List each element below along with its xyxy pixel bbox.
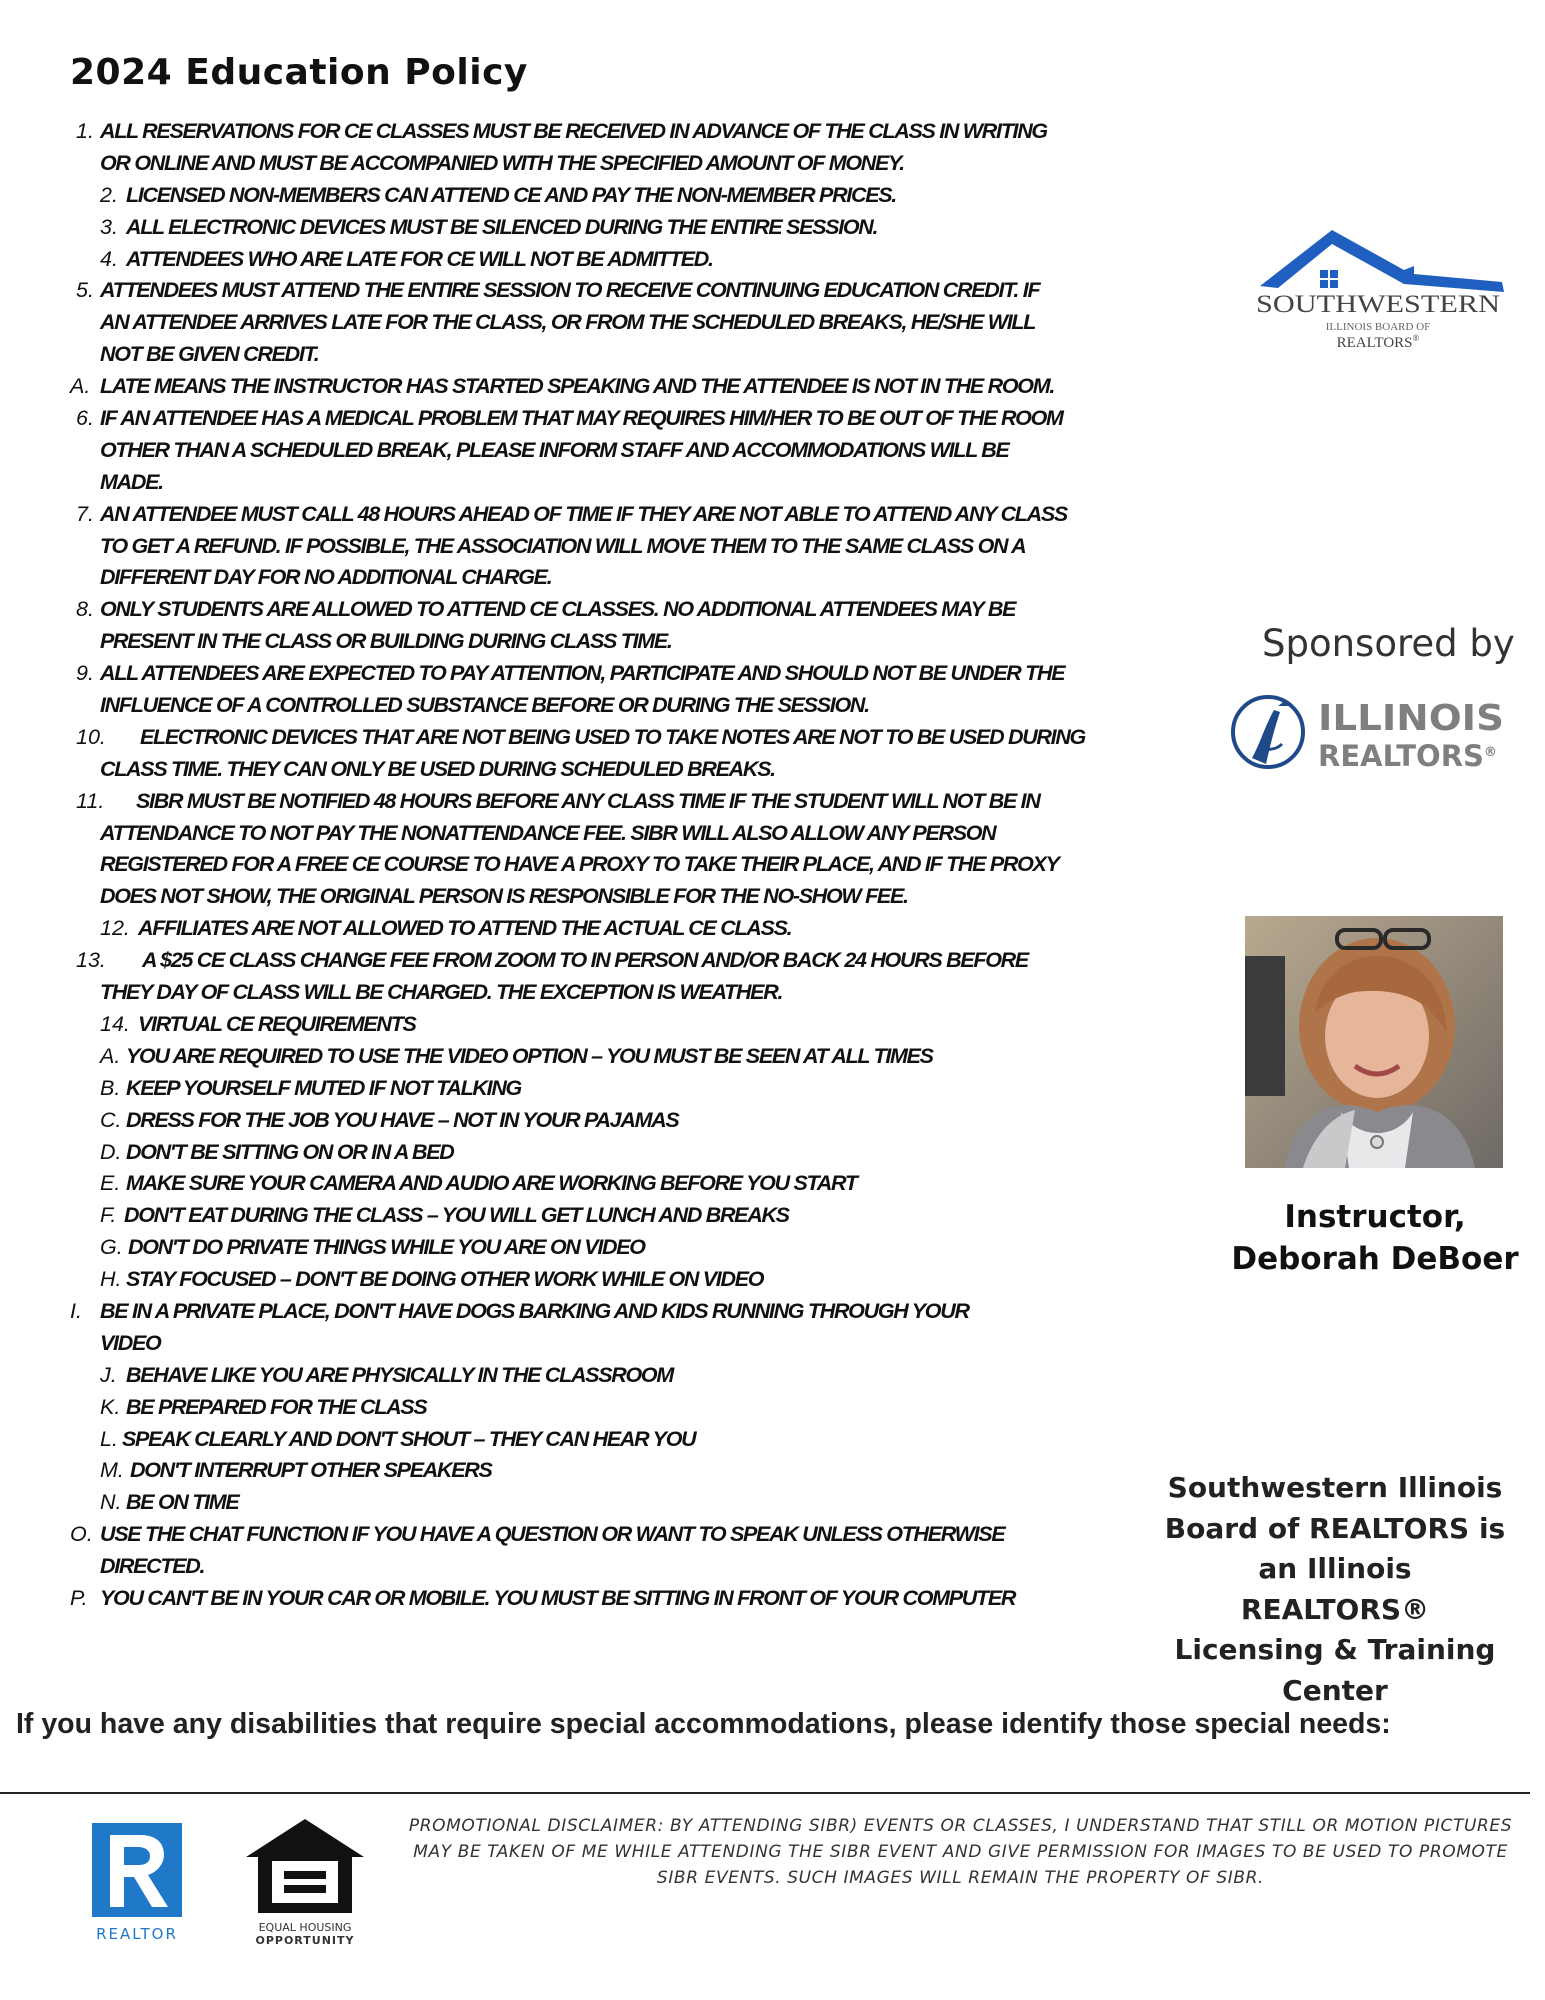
svg-text:REALTORS® <box>1318 739 1497 773</box>
statement-line: Board of REALTORS is <box>1164 1511 1506 1545</box>
signature-line <box>0 1792 1530 1794</box>
policy-line-marker: 7. <box>76 501 94 526</box>
policy-line <box>70 594 1150 626</box>
disclaimer-line: SIBR EVENTS. SUCH IMAGES WILL REMAIN THE PROPERTY OF SIBR. <box>656 1868 1265 1888</box>
policy-line-text: MAKE SURE YOUR CAMERA AND AUDIO ARE WORKING BEFORE YOU START <box>126 1171 857 1196</box>
realtor-logo-label: REALTOR <box>96 1925 178 1943</box>
sibr-logo-mark: ® <box>1412 333 1420 343</box>
policy-line <box>70 1455 1150 1487</box>
policy-line <box>70 1583 1150 1615</box>
policy-line-marker: I. <box>70 1298 82 1323</box>
policy-line-text: NOT BE GIVEN CREDIT. <box>100 342 319 367</box>
policy-line-marker: 10. <box>76 724 106 749</box>
policy-line <box>70 913 1150 945</box>
policy-line-text: THEY DAY OF CLASS WILL BE CHARGED. THE EXCEPTION IS WEATHER. <box>100 980 783 1005</box>
statement-line: Center <box>1282 1673 1388 1707</box>
policy-line <box>70 1041 1150 1073</box>
svg-text:REALTORS® <box>1337 333 1420 351</box>
policy-line <box>70 1105 1150 1137</box>
policy-line-text: DRESS FOR THE JOB YOU HAVE – NOT IN YOUR PAJAMAS <box>126 1107 679 1132</box>
policy-line-text: STAY FOCUSED – DON'T BE DOING OTHER WORK WHILE ON VIDEO <box>126 1267 764 1292</box>
policy-line <box>70 849 1150 881</box>
policy-line-marker: D. <box>100 1139 122 1164</box>
policy-line-text: SPEAK CLEARLY AND DON'T SHOUT – THEY CAN HEAR YOU <box>122 1426 696 1451</box>
policy-line-text: ALL ATTENDEES ARE EXPECTED TO PAY ATTENTION, PARTICIPATE AND SHOULD NOT BE UNDER THE <box>100 661 1065 686</box>
policy-line-text: DIFFERENT DAY FOR NO ADDITIONAL CHARGE. <box>100 565 552 590</box>
policy-line-text: USE THE CHAT FUNCTION IF YOU HAVE A QUESTION OR WANT TO SPEAK UNLESS OTHERWISE <box>100 1522 1005 1547</box>
policy-line-marker: 12. <box>100 916 130 941</box>
policy-line <box>70 1328 1150 1360</box>
policy-line <box>70 244 1150 276</box>
sibr-logo-realtors: REALTORS <box>1336 335 1413 351</box>
policy-line <box>70 754 1150 786</box>
policy-line-text: BE PREPARED FOR THE CLASS <box>126 1394 427 1419</box>
policy-line <box>70 881 1150 913</box>
policy-line-text: DON'T BE SITTING ON OR IN A BED <box>126 1139 454 1164</box>
instructor-photo <box>1245 916 1503 1168</box>
policy-line <box>70 531 1150 563</box>
policy-line <box>70 818 1150 850</box>
policy-line-text: ATTENDEES WHO ARE LATE FOR CE WILL NOT BE ADMITTED. <box>126 246 713 271</box>
policy-line-text: DON'T EAT DURING THE CLASS – YOU WILL GET LUNCH AND BREAKS <box>124 1203 789 1228</box>
policy-line-text: DIRECTED. <box>100 1554 205 1579</box>
licensing-center-statement <box>1160 1468 1510 1711</box>
policy-line-text: SIBR MUST BE NOTIFIED 48 HOURS BEFORE ANY CLASS TIME IF THE STUDENT WILL NOT BE IN <box>136 788 1040 813</box>
policy-line <box>70 307 1150 339</box>
page-title: 2024 Education Policy <box>70 52 528 93</box>
policy-line <box>70 403 1150 435</box>
policy-line-marker: 2. <box>100 182 118 207</box>
promotional-disclaimer <box>376 1813 1545 1891</box>
policy-line <box>70 690 1150 722</box>
policy-line <box>70 977 1150 1009</box>
policy-line <box>70 658 1150 690</box>
policy-line-marker: 13. <box>76 948 106 973</box>
policy-line-text: CLASS TIME. THEY CAN ONLY BE USED DURING SCHEDULED BREAKS. <box>100 756 775 781</box>
policy-line-text: DON'T DO PRIVATE THINGS WHILE YOU ARE ON VIDEO <box>128 1235 645 1260</box>
sponsored-by-label: Sponsored by <box>1262 622 1515 665</box>
policy-line-text: KEEP YOURSELF MUTED IF NOT TALKING <box>126 1075 521 1100</box>
policy-line-marker: O. <box>70 1522 93 1547</box>
illinois-realtors-line2: REALTORS <box>1318 739 1484 773</box>
statement-line: Licensing & Training <box>1174 1633 1496 1666</box>
policy-line <box>70 786 1150 818</box>
disclaimer-line: PROMOTIONAL DISCLAIMER: BY ATTENDING SIBR) EVENTS OR CLASSES, I UNDERSTAND THAT STILL OR MOTION PICTURES <box>408 1816 1513 1836</box>
policy-line-text: DON'T INTERRUPT OTHER SPEAKERS <box>130 1458 492 1483</box>
realtor-logo <box>90 1821 186 1947</box>
policy-line <box>70 1264 1150 1296</box>
policy-line-text: VIRTUAL CE REQUIREMENTS <box>138 1011 416 1036</box>
policy-line <box>70 1487 1150 1519</box>
policy-line-marker: G. <box>100 1235 123 1260</box>
illinois-realtors-mark: ® <box>1483 745 1497 760</box>
policy-line <box>70 562 1150 594</box>
policy-line <box>70 1073 1150 1105</box>
policy-line-text: ELECTRONIC DEVICES THAT ARE NOT BEING USED TO TAKE NOTES ARE NOT TO BE USED DURING <box>140 724 1085 749</box>
policy-line-text: LICENSED NON-MEMBERS CAN ATTEND CE AND PAY THE NON-MEMBER PRICES. <box>126 182 896 207</box>
equal-housing-line2: OPPORTUNITY <box>255 1934 355 1947</box>
policy-line <box>70 945 1150 977</box>
policy-line <box>70 1232 1150 1264</box>
policy-line-text: PRESENT IN THE CLASS OR BUILDING DURING CLASS TIME. <box>100 629 672 654</box>
sibr-logo <box>1252 226 1522 366</box>
sibr-logo-sub: ILLINOIS BOARD OF <box>1325 321 1431 333</box>
policy-line-text: TO GET A REFUND. IF POSSIBLE, THE ASSOCIATION WILL MOVE THEM TO THE SAME CLASS ON A <box>100 533 1026 558</box>
policy-line-marker: C. <box>100 1107 122 1132</box>
policy-line-marker: 6. <box>76 406 94 431</box>
policy-line <box>70 1009 1150 1041</box>
policy-line <box>70 339 1150 371</box>
policy-line-marker: M. <box>100 1458 124 1483</box>
policy-line-text: LATE MEANS THE INSTRUCTOR HAS STARTED SPEAKING AND THE ATTENDEE IS NOT IN THE ROOM. <box>100 374 1054 399</box>
policy-line <box>70 1551 1150 1583</box>
policy-line <box>70 371 1150 403</box>
instructor-name: Deborah DeBoer <box>1231 1241 1519 1277</box>
policy-line-marker: A. <box>100 1043 121 1068</box>
policy-line-marker: 4. <box>100 246 118 271</box>
policy-line-text: ALL ELECTRONIC DEVICES MUST BE SILENCED DURING THE ENTIRE SESSION. <box>126 214 878 239</box>
policy-line <box>70 1200 1150 1232</box>
policy-line-text: YOU CAN'T BE IN YOUR CAR OR MOBILE. YOU MUST BE SITTING IN FRONT OF YOUR COMPUTER <box>100 1585 1016 1610</box>
policy-line-marker: K. <box>100 1394 121 1419</box>
policy-list <box>70 116 1150 1615</box>
policy-line-marker: F. <box>100 1203 117 1228</box>
policy-line <box>70 1168 1150 1200</box>
policy-line-marker: 8. <box>76 597 94 622</box>
policy-line <box>70 1519 1150 1551</box>
policy-line <box>70 1296 1150 1328</box>
policy-line <box>70 1360 1150 1392</box>
policy-line-text: DOES NOT SHOW, THE ORIGINAL PERSON IS RESPONSIBLE FOR THE NO-SHOW FEE. <box>100 884 908 909</box>
policy-line-text: A $25 CE CLASS CHANGE FEE FROM ZOOM TO IN PERSON AND/OR BACK 24 HOURS BEFORE <box>142 948 1028 973</box>
house-roof-icon <box>1260 230 1504 292</box>
policy-line <box>70 1392 1150 1424</box>
illinois-realtors-logo <box>1230 688 1520 780</box>
policy-line-text: AN ATTENDEE MUST CALL 48 HOURS AHEAD OF TIME IF THEY ARE NOT ABLE TO ATTEND ANY CLASS <box>100 501 1067 526</box>
disclaimer-line: MAY BE TAKEN OF ME WHILE ATTENDING THE SIBR EVENT AND GIVE PERMISSION FOR IMAGES TO BE USED TO PROMOTE <box>413 1842 1508 1862</box>
policy-line-text: AFFILIATES ARE NOT ALLOWED TO ATTEND THE ACTUAL CE CLASS. <box>138 916 792 941</box>
policy-line-text: IF AN ATTENDEE HAS A MEDICAL PROBLEM THAT MAY REQUIRES HIM/HER TO BE OUT OF THE ROOM <box>100 406 1063 431</box>
policy-line-text: REGISTERED FOR A FREE CE COURSE TO HAVE A PROXY TO TAKE THEIR PLACE, AND IF THE PROXY <box>100 852 1059 877</box>
policy-line-marker: 14. <box>100 1011 130 1036</box>
policy-line-text: ATTENDEES MUST ATTEND THE ENTIRE SESSION TO RECEIVE CONTINUING EDUCATION CREDIT. IF <box>100 278 1040 303</box>
policy-line-marker: 1. <box>76 119 94 143</box>
policy-line-marker: 3. <box>100 214 118 239</box>
policy-line <box>70 1424 1150 1456</box>
policy-line-marker: N. <box>100 1490 122 1515</box>
policy-line-text: YOU ARE REQUIRED TO USE THE VIDEO OPTION – YOU MUST BE SEEN AT ALL TIMES <box>126 1043 933 1068</box>
policy-line-text: BE IN A PRIVATE PLACE, DON'T HAVE DOGS BARKING AND KIDS RUNNING THROUGH YOUR <box>100 1298 969 1323</box>
policy-line-text: OTHER THAN A SCHEDULED BREAK, PLEASE INFORM STAFF AND ACCOMMODATIONS WILL BE <box>100 437 1009 462</box>
policy-line-marker: 9. <box>76 661 94 686</box>
policy-line-text: OR ONLINE AND MUST BE ACCOMPANIED WITH THE SPECIFIED AMOUNT OF MONEY. <box>100 150 904 175</box>
policy-line-marker: J. <box>100 1362 117 1387</box>
policy-line-marker: L. <box>100 1426 118 1451</box>
policy-line <box>70 499 1150 531</box>
instructor-label: Instructor, <box>1284 1199 1466 1235</box>
statement-line: an Illinois REALTORS® <box>1240 1552 1430 1626</box>
policy-line <box>70 467 1150 499</box>
policy-line-text: VIDEO <box>100 1330 161 1355</box>
policy-line <box>70 435 1150 467</box>
policy-line-marker: E. <box>100 1171 121 1196</box>
policy-line-marker: 5. <box>76 278 94 303</box>
policy-line-text: ATTENDANCE TO NOT PAY THE NONATTENDANCE FEE. SIBR WILL ALSO ALLOW ANY PERSON <box>100 820 996 845</box>
equal-housing-line1: EQUAL HOUSING <box>258 1921 352 1934</box>
policy-line <box>70 180 1150 212</box>
policy-line <box>70 722 1150 754</box>
illinois-realtors-line1: ILLINOIS <box>1318 698 1504 739</box>
sibr-logo-name: SOUTHWESTERN <box>1256 291 1500 318</box>
policy-line-text: MADE. <box>100 469 163 494</box>
policy-line-text: BEHAVE LIKE YOU ARE PHYSICALLY IN THE CLASSROOM <box>126 1362 673 1387</box>
policy-line-marker: B. <box>100 1075 121 1100</box>
policy-line-text: BE ON TIME <box>126 1490 239 1515</box>
policy-line-text: ONLY STUDENTS ARE ALLOWED TO ATTEND CE CLASSES. NO ADDITIONAL ATTENDEES MAY BE <box>100 597 1016 622</box>
statement-line: Southwestern Illinois <box>1167 1471 1503 1504</box>
policy-line <box>70 626 1150 658</box>
policy-line <box>70 148 1150 180</box>
policy-line <box>70 1137 1150 1169</box>
policy-line-marker: P. <box>70 1585 88 1610</box>
instructor-caption <box>1222 1196 1528 1280</box>
equal-housing-logo <box>240 1815 370 1947</box>
policy-line-text: ALL RESERVATIONS FOR CE CLASSES MUST BE RECEIVED IN ADVANCE OF THE CLASS IN WRITING <box>100 119 1047 143</box>
policy-line-marker: 11. <box>76 788 105 813</box>
disabilities-prompt: If you have any disabilities that require special accommodations, please identify those special needs: <box>16 1708 1391 1740</box>
policy-line <box>70 116 1150 148</box>
policy-line-text: AN ATTENDEE ARRIVES LATE FOR THE CLASS, OR FROM THE SCHEDULED BREAKS, HE/SHE WILL <box>100 310 1036 335</box>
policy-line-text: INFLUENCE OF A CONTROLLED SUBSTANCE BEFORE OR DURING THE SESSION. <box>100 693 869 718</box>
policy-line-marker: H. <box>100 1267 122 1292</box>
policy-line-marker: A. <box>70 374 91 399</box>
policy-line <box>70 275 1150 307</box>
policy-line <box>70 212 1150 244</box>
